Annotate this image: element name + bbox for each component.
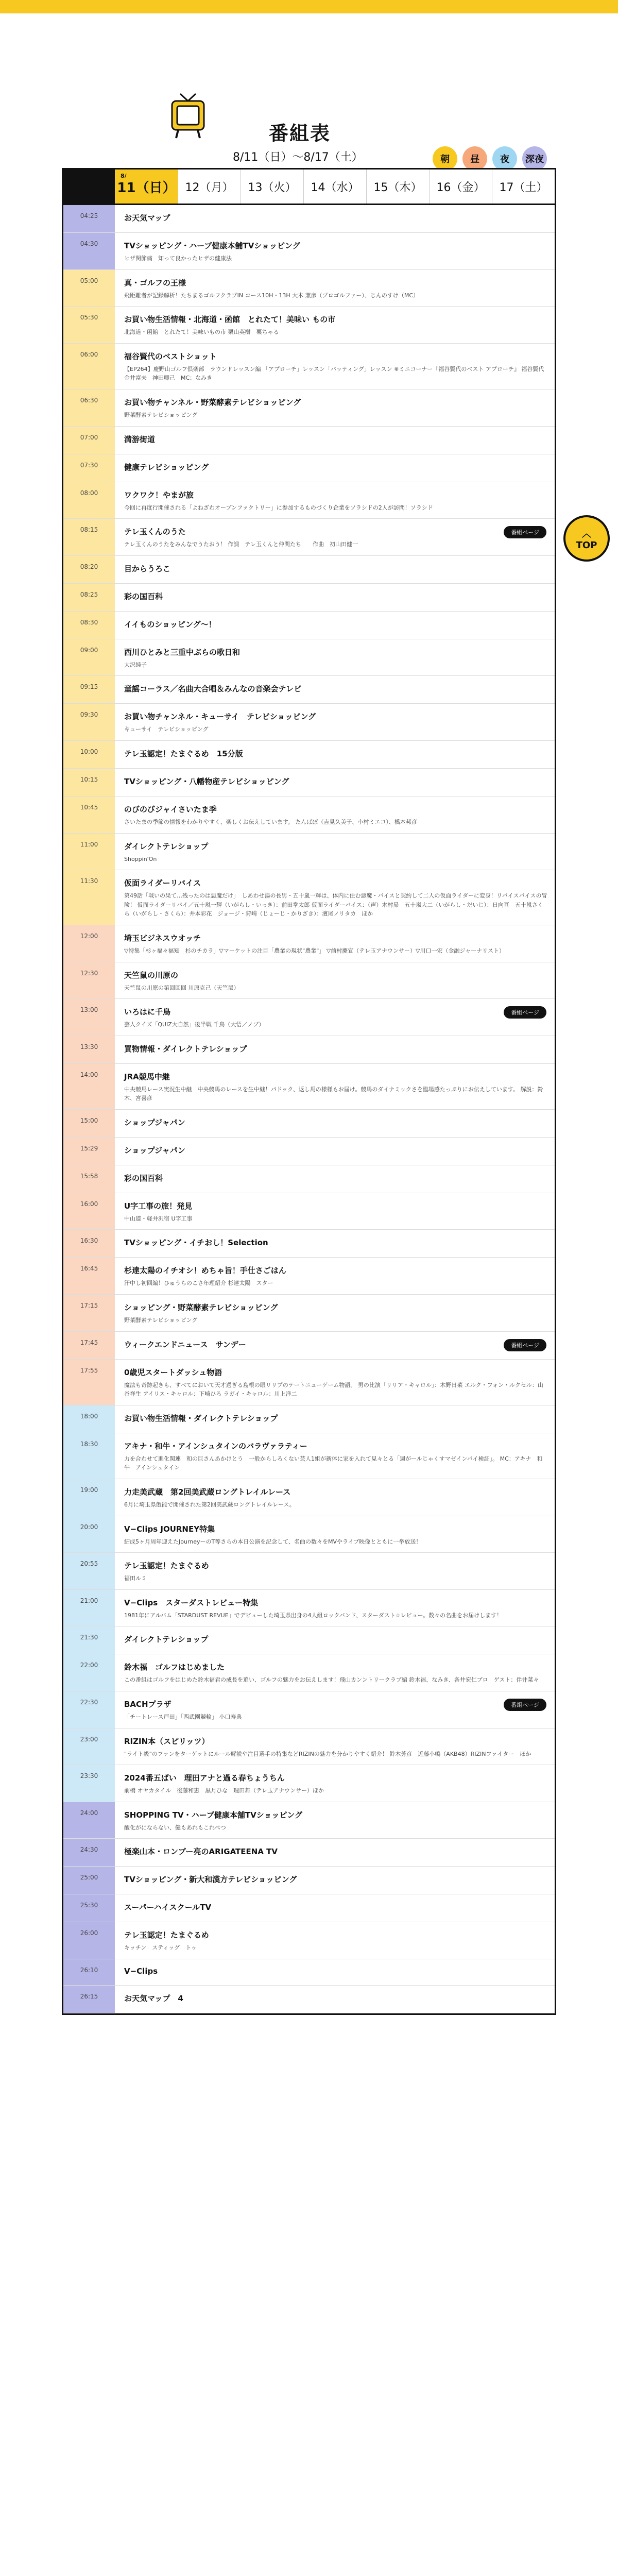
program-body	[115, 1165, 555, 1193]
program-row[interactable]	[63, 925, 555, 962]
program-title[interactable]: いろはに千鳥	[124, 1007, 171, 1017]
program-title[interactable]: ダイレクトテレショップ	[124, 841, 209, 851]
program-time: 15:00	[63, 1110, 115, 1137]
program-body	[115, 769, 555, 796]
program-body	[115, 1590, 555, 1626]
program-row[interactable]	[63, 233, 555, 270]
program-time: 20:55	[63, 1553, 115, 1589]
program-time: 07:00	[63, 427, 115, 454]
program-body	[115, 270, 555, 307]
chevron-up-icon: ︿	[582, 528, 591, 539]
tab-label: 14（水）	[311, 181, 359, 194]
program-description: 野菜酵素テレビショッピング	[124, 411, 198, 418]
program-body	[115, 834, 555, 870]
program-body	[115, 344, 555, 389]
program-description: 力を合わせて進化関連 和の巨さんあかけとう 一般からしろくない芸人1組が新体に家を入れて見々とる「週がールじゃくすマゼインバイ検証」。 MC：アキナ 和牛 アインシュタイン	[124, 1455, 543, 1471]
program-body	[115, 676, 555, 703]
top-accent-bar	[0, 0, 618, 13]
program-time: 26:15	[63, 1986, 115, 2013]
program-description: 飛距離者が記録解析！たちまるゴルフクラブIN コース10H・13H 大木 兼彦（プロゴルファー）、じんのすけ（MC）	[124, 292, 419, 299]
program-row[interactable]	[63, 1922, 555, 1959]
program-body	[115, 1193, 555, 1230]
program-time: 18:00	[63, 1405, 115, 1433]
program-body	[115, 205, 555, 232]
program-time: 04:30	[63, 233, 115, 269]
program-row[interactable]	[63, 676, 555, 704]
program-title[interactable]: 0歳児スタートダッシュ物語	[124, 1367, 222, 1377]
program-row[interactable]	[63, 1064, 555, 1110]
program-row[interactable]	[63, 1258, 555, 1295]
program-row[interactable]	[63, 1332, 555, 1360]
program-row[interactable]	[63, 519, 555, 556]
program-time: 15:29	[63, 1138, 115, 1165]
program-description: ヒザ関節痛 知って良かったヒザの健康法	[124, 255, 232, 262]
tab-label: 17（土）	[499, 181, 548, 194]
program-row[interactable]	[63, 1728, 555, 1766]
program-time: 10:00	[63, 741, 115, 768]
program-description: "ライト級"のファンをターゲットにルール解説や注目選手の特集などRIZINの魅力を分かりやすく紹介！ 鈴木芳彦 近藤小嶋（AKB48）RIZINファイター ほか	[124, 1750, 531, 1757]
program-body	[115, 454, 555, 482]
program-time: 22:30	[63, 1691, 115, 1728]
program-time: 16:30	[63, 1230, 115, 1257]
program-description: 福田ルミ	[124, 1575, 147, 1582]
program-row[interactable]	[63, 556, 555, 584]
tab-label: 13（火）	[248, 181, 297, 194]
tab-day[interactable]	[303, 170, 366, 204]
program-row[interactable]	[63, 1230, 555, 1258]
tab-day[interactable]	[115, 170, 178, 204]
program-page-button[interactable]: 番組ページ	[504, 1006, 546, 1019]
program-row[interactable]	[63, 769, 555, 796]
program-row[interactable]	[63, 1839, 555, 1867]
program-title[interactable]: V−Clips	[124, 1966, 158, 1976]
program-body	[115, 556, 555, 583]
program-title[interactable]: のびのびジャイさいたま季	[124, 804, 217, 814]
program-row[interactable]	[63, 1193, 555, 1230]
page-title: 番組表	[269, 122, 331, 145]
program-title[interactable]: 彩の国百科	[124, 1173, 163, 1183]
program-body	[115, 482, 555, 519]
program-title[interactable]: 仮面ライダーリバイス	[124, 878, 201, 888]
program-row[interactable]	[63, 307, 555, 344]
program-description: 【EP264】慶野山ゴルフ倶楽部 ラウンドレッスン編 「アプローチ」レッスン「バッティング」レッスン ※ミニコーナー『福谷賢代のベスト アプローチ』 福谷賢代 金井富夫 神田卿己 MC：なみき	[124, 365, 550, 382]
tab-day[interactable]	[492, 170, 555, 204]
program-row[interactable]	[63, 205, 555, 233]
program-body	[115, 1867, 555, 1894]
program-title[interactable]: ワクワク！やまが旅	[124, 490, 194, 500]
program-title[interactable]: 童謡コーラス／名曲大合唱＆みんなの音楽会テレビ	[124, 684, 302, 694]
program-time: 11:00	[63, 834, 115, 870]
program-time: 23:30	[63, 1765, 115, 1802]
program-title[interactable]: ショップジャパン	[124, 1117, 185, 1127]
program-body	[115, 389, 555, 426]
program-description: 1981年にアルバム「STARDUST REVUE」でデビューした埼玉県出身の4人組ロックバンド、スターダスト☆レビュー。数々の名曲をお届けします！	[124, 1612, 503, 1619]
program-row[interactable]	[63, 1295, 555, 1332]
program-description: 6月に埼玉県飯能で開催された第2回美武蔵ロングトレイルレース。	[124, 1501, 295, 1509]
program-title[interactable]: 天竺鼠の川原の	[124, 970, 179, 980]
program-body	[115, 1433, 555, 1479]
program-time: 08:00	[63, 482, 115, 519]
program-body	[115, 1230, 555, 1257]
program-row[interactable]	[63, 639, 555, 676]
program-time: 13:00	[63, 999, 115, 1036]
program-row[interactable]	[63, 270, 555, 307]
program-row[interactable]	[63, 1405, 555, 1433]
program-body	[115, 584, 555, 611]
program-title[interactable]: ショッピング・野菜酵素テレビショッピング	[124, 1303, 278, 1313]
program-time: 21:30	[63, 1626, 115, 1654]
program-body	[115, 962, 555, 999]
program-page-button[interactable]: 番組ページ	[504, 1699, 546, 1711]
program-description: 「チートレース戸田」「西武園競輪」 小口寿典	[124, 1714, 242, 1720]
tab-label: 12（月）	[185, 181, 234, 194]
program-row[interactable]	[63, 1654, 555, 1691]
tab-day[interactable]	[429, 170, 492, 204]
program-row[interactable]	[63, 1867, 555, 1894]
program-page-button[interactable]: 番組ページ	[504, 1339, 546, 1351]
program-time: 08:15	[63, 519, 115, 555]
program-title[interactable]: TVショッピング・イチおし！Selection	[124, 1238, 268, 1248]
program-title[interactable]: スーパーハイスクールTV	[124, 1903, 212, 1912]
program-body	[115, 925, 555, 962]
program-row[interactable]	[63, 427, 555, 454]
program-time: 07:30	[63, 454, 115, 482]
program-body	[115, 233, 555, 269]
program-description: Shoppin'On	[124, 855, 157, 862]
program-title[interactable]: テレ玉くんのうた	[124, 527, 186, 537]
tab-day[interactable]	[366, 170, 429, 204]
day-tabs	[62, 168, 556, 205]
program-title[interactable]: 鈴木福 ゴルフはじめました	[124, 1663, 225, 1672]
program-body	[115, 1332, 555, 1359]
program-body	[115, 1036, 555, 1063]
program-description: 酸化がにならない、健もあれもこれべつ	[124, 1824, 226, 1831]
program-body	[115, 1295, 555, 1331]
program-time: 13:30	[63, 1036, 115, 1063]
program-title[interactable]: V−Clips JOURNEY特集	[124, 1524, 215, 1534]
program-time: 16:00	[63, 1193, 115, 1230]
program-description: 中山道・軽井沢宿 U字工事	[124, 1215, 193, 1222]
program-body	[115, 1802, 555, 1839]
program-body	[115, 1765, 555, 1802]
program-body	[115, 1839, 555, 1866]
program-body	[115, 612, 555, 639]
program-row[interactable]	[63, 1802, 555, 1839]
program-description: 汗中し初回編！ひゅうらのこさ年理紹介 杉達太陽 スター	[124, 1280, 273, 1287]
program-row[interactable]	[63, 482, 555, 519]
program-time: 06:00	[63, 344, 115, 389]
program-title[interactable]: 満游街道	[124, 434, 156, 444]
program-title[interactable]: お買い物生活情報・北海道・函館 とれたて！美味い もの市	[124, 315, 336, 325]
program-time: 08:25	[63, 584, 115, 611]
program-time: 06:30	[63, 389, 115, 426]
program-time: 14:00	[63, 1064, 115, 1109]
program-row[interactable]	[63, 1516, 555, 1553]
program-time: 12:30	[63, 962, 115, 999]
program-title[interactable]: お天気マップ	[124, 213, 170, 223]
scroll-top-button[interactable]	[563, 515, 610, 562]
program-time: 22:00	[63, 1654, 115, 1691]
program-time: 05:00	[63, 270, 115, 307]
program-body	[115, 1691, 555, 1728]
program-description: この番組はゴルフをはじめた鈴木福君の成長を追い、ゴルフの魅力をお伝えします！飛山カンントリークラブ編 鈴木福、なみき、各井宏仁プロ ゲスト：伴井菜々	[124, 1676, 539, 1684]
legend-bubble: 夜	[492, 146, 517, 171]
program-time: 12:00	[63, 925, 115, 962]
legend-bubble: 朝	[433, 146, 457, 171]
program-body	[115, 1553, 555, 1589]
program-time: 09:15	[63, 676, 115, 703]
program-row[interactable]	[63, 1590, 555, 1627]
program-time: 26:00	[63, 1922, 115, 1959]
program-body	[115, 1654, 555, 1691]
program-title[interactable]: テレ玉認定！たまぐるめ	[124, 1930, 209, 1940]
program-row[interactable]	[63, 796, 555, 834]
program-title[interactable]: JRA競馬中継	[124, 1072, 170, 1081]
program-time: 16:45	[63, 1258, 115, 1294]
program-title[interactable]: テレ玉認定！たまぐるめ 15分版	[124, 749, 243, 758]
program-body	[115, 741, 555, 768]
program-time: 10:45	[63, 796, 115, 833]
program-time: 15:58	[63, 1165, 115, 1193]
program-title[interactable]: お買い物チャンネル・野菜酵素テレビショッピング	[124, 397, 301, 407]
program-row[interactable]	[63, 1765, 555, 1802]
date-range: 8/11（日）〜8/17（土）	[233, 151, 363, 164]
program-row[interactable]	[63, 612, 555, 639]
program-row[interactable]	[63, 1110, 555, 1138]
program-time: 23:00	[63, 1728, 115, 1765]
program-time: 04:25	[63, 205, 115, 232]
program-description: さいたまの季節の情報をわかりやすく、楽しくお伝えしています。 たんばぽ（吉見久美子、小村ミエコ）、橋本邦彦	[124, 818, 417, 825]
program-title[interactable]: 2024番五ばい 理田アナと過る春ちょうちん	[124, 1773, 285, 1783]
program-time: 21:00	[63, 1590, 115, 1626]
program-title[interactable]: 真・ゴルフの王様	[124, 278, 186, 287]
program-body	[115, 639, 555, 676]
program-title[interactable]: BACHプラザ	[124, 1700, 171, 1709]
program-time: 17:55	[63, 1360, 115, 1405]
program-row[interactable]	[63, 454, 555, 482]
program-description: 前橋 オヤカタイル 後藤和恵 黒月ひな 理田舞（テレ玉アナウンサー）ほか	[124, 1787, 324, 1794]
program-title[interactable]: V−Clips スターダストレビュー特集	[124, 1598, 259, 1607]
program-body	[115, 1258, 555, 1294]
program-title[interactable]: TVショッピング・新大和漢方テレビショッピング	[124, 1875, 297, 1885]
program-body	[115, 1922, 555, 1959]
tv-logo-icon	[170, 91, 206, 142]
program-body	[115, 1110, 555, 1137]
program-time: 17:15	[63, 1295, 115, 1331]
program-body	[115, 796, 555, 833]
program-body	[115, 1728, 555, 1765]
program-title[interactable]: TVショッピング・ハーブ健康本舗TVショッピング	[124, 241, 300, 250]
program-row[interactable]	[63, 1138, 555, 1165]
program-title[interactable]: お天気マップ 4	[124, 1993, 183, 2003]
program-time: 09:30	[63, 704, 115, 740]
program-body	[115, 1626, 555, 1654]
program-body	[115, 1360, 555, 1405]
program-body	[115, 1479, 555, 1516]
tab-label: 15（木）	[373, 181, 422, 194]
program-row[interactable]	[63, 1360, 555, 1405]
program-title[interactable]: SHOPPING TV・ハーブ健康本舗TVショッピング	[124, 1810, 303, 1820]
program-time: 25:00	[63, 1867, 115, 1894]
program-title[interactable]: 健康テレビショッピング	[124, 462, 209, 472]
program-description: 結成5ヶ月周年迎えたJourneyーのT等さらの本日公演を記念して、名曲の数々をMVやライブ映像とともに一挙放送！	[124, 1538, 422, 1545]
program-title[interactable]: ウィークエンドニュース サンデー	[124, 1340, 246, 1349]
program-title[interactable]: 極楽山本・ロンブー亮のARIGATEENA TV	[124, 1847, 278, 1857]
program-body	[115, 1405, 555, 1433]
program-title[interactable]: ダイレクトテレショップ	[124, 1635, 209, 1645]
legend-bubble: 深夜	[522, 146, 547, 171]
program-body	[115, 1064, 555, 1109]
program-time: 08:30	[63, 612, 115, 639]
program-body	[115, 1516, 555, 1553]
program-title[interactable]: 買物情報・ダイレクトテレショップ	[124, 1044, 247, 1054]
program-title[interactable]: 埼玉ビジネスウオッチ	[124, 933, 201, 943]
program-description: 野菜酵素テレビショッピング	[124, 1317, 198, 1324]
program-body	[115, 1894, 555, 1922]
program-description: 芸人クイズ「QUIZ大自然」後半戦 千鳥（大悟／ノブ）	[124, 1021, 265, 1028]
program-time: 24:00	[63, 1802, 115, 1839]
program-description: ▽特集「杉ヶ福々福知 杉のチカラ」▽マーケットの注目「農業の現状"農業"」 ▽前村慶宣（テレ玉アナウンサー）▽川口一宏（金融ジャーナリスト）	[124, 947, 505, 954]
program-time: 26:10	[63, 1959, 115, 1985]
program-title[interactable]: イイものショッピング〜！	[124, 619, 216, 629]
program-title[interactable]: 目からうろこ	[124, 564, 171, 573]
program-description: 北海道・函館 とれたて！美味いもの市 栗山英樹 栗ちゃる	[124, 329, 279, 336]
program-body	[115, 999, 555, 1036]
program-row[interactable]	[63, 741, 555, 769]
program-description: テレ玉くんのうたをみんなでうたおう！ 作詞 テレ玉くんと仲間たち 作曲 初山田健一	[124, 541, 358, 548]
program-title[interactable]: ショップジャパン	[124, 1145, 185, 1155]
program-time: 10:15	[63, 769, 115, 796]
program-body	[115, 1959, 555, 1985]
program-row[interactable]	[63, 834, 555, 871]
program-row[interactable]	[63, 344, 555, 389]
program-row[interactable]	[63, 1433, 555, 1479]
program-time: 19:00	[63, 1479, 115, 1516]
program-time: 11:30	[63, 870, 115, 925]
tab-month: 8/	[121, 173, 127, 179]
program-title[interactable]: 福谷賢代のベストショット	[124, 351, 217, 361]
program-description: 今回に再度行開催される「よねざわオープンファクトリー」に参加するものづくり企業をソラシドの2人が訪問！ソラシド	[124, 504, 433, 511]
program-row[interactable]	[63, 999, 555, 1036]
program-row[interactable]	[63, 704, 555, 741]
page-header	[0, 13, 618, 165]
program-title[interactable]: アキナ・和牛・アインシュタインのバラヴァラティー	[124, 1441, 307, 1451]
program-title[interactable]: 杉達太陽のイチオシ！めちゃ旨！手仕さごはん	[124, 1266, 286, 1276]
program-time: 05:30	[63, 307, 115, 343]
program-row[interactable]	[63, 870, 555, 925]
tab-day[interactable]	[241, 170, 303, 204]
program-time: 18:30	[63, 1433, 115, 1479]
program-time: 17:45	[63, 1332, 115, 1359]
program-row[interactable]	[63, 584, 555, 612]
program-title[interactable]: 西川ひとみと三重中ぶらの歌日和	[124, 647, 241, 657]
program-row[interactable]	[63, 962, 555, 999]
program-body	[115, 519, 555, 555]
program-row[interactable]	[63, 1626, 555, 1654]
program-title[interactable]: 彩の国百科	[124, 591, 163, 601]
schedule-grid	[62, 205, 556, 2015]
program-row[interactable]	[63, 1959, 555, 1986]
program-title[interactable]: お買い物生活情報・ダイレクトテレショップ	[124, 1413, 278, 1423]
program-row[interactable]	[63, 1691, 555, 1728]
program-body	[115, 870, 555, 925]
program-time: 24:30	[63, 1839, 115, 1866]
program-description: キッチン スティッグ トゥ	[124, 1944, 197, 1952]
tabs-spacer	[63, 170, 115, 204]
tab-day[interactable]	[178, 170, 241, 204]
program-row[interactable]	[63, 1479, 555, 1516]
program-body	[115, 704, 555, 740]
timeband-legend	[433, 146, 547, 171]
program-title[interactable]: テレ玉認定！たまぐるめ	[124, 1561, 209, 1571]
program-time: 09:00	[63, 639, 115, 676]
program-row[interactable]	[63, 1986, 555, 2013]
tab-label: 11（日）	[117, 180, 176, 196]
program-row[interactable]	[63, 1036, 555, 1064]
program-description: 第49話「戦いの果て…残ったのは悪魔だけ」 しあわせ湯の長男・五十嵐一輝は、体内に住む悪魔・バイスと契約して二人の仮面ライダーに変身！リバイスバイスの冒険！ 仮面ライダーリバイ／五十嵐一輝（いがらし・いっき）：前田拳太郎 仮面ライダーバイス：（声）木村昴 五十嵐大二（いがらし・だいじ）：日向亘 五十嵐さくら（いがらし・さくら）：井本彩花 ジョージ・狩崎（じょーじ・かりざき）：濱尾ノリタカ ほか	[124, 892, 547, 918]
program-title[interactable]: お買い物チャンネル・キューサイ テレビショッピング	[124, 712, 316, 722]
program-row[interactable]	[63, 1553, 555, 1590]
program-row[interactable]	[63, 389, 555, 427]
program-body	[115, 1138, 555, 1165]
program-body	[115, 1986, 555, 2013]
program-page-button[interactable]: 番組ページ	[504, 526, 546, 538]
tab-label: 16（金）	[436, 181, 485, 194]
program-description: 魔法も奇跡起きも、すべてにおいて天才過ぎる島根の眼リリプのテートニューゲーム物語。 男の比演「リリア・キャロル」：木野日菜 エルク・フォン・ルクセル：山谷祥生 アイリス・キャロル：下崎ひろ ラガイ・キャロル：川上洋二	[124, 1381, 543, 1398]
scroll-top-label: TOP	[576, 539, 597, 551]
program-title[interactable]: RIZIN本（スピリッツ）	[124, 1736, 210, 1746]
program-description: キューサイ テレビショッピング	[124, 726, 209, 733]
program-title[interactable]: TVショッピング・八幡物産テレビショッピング	[124, 776, 289, 786]
program-time: 20:00	[63, 1516, 115, 1553]
program-description: 中央競馬レース実況生中継 中央競馬のレースを生中継！パドック、返し馬の様様もお届け。競馬のダイナミックさを臨場感たっぷりにお伝えしています。 解説：鈴木、宮喜彦	[124, 1086, 543, 1102]
program-title[interactable]: U字工事の旅！発見	[124, 1201, 193, 1211]
program-row[interactable]	[63, 1894, 555, 1922]
program-description: 天竺鼠の川原の第回回回 川原克己（天竺鼠）	[124, 984, 239, 991]
program-time: 25:30	[63, 1894, 115, 1922]
legend-bubble: 昼	[462, 146, 487, 171]
program-description: 大沢純子	[124, 661, 147, 668]
program-body	[115, 427, 555, 454]
program-time: 08:20	[63, 556, 115, 583]
program-row[interactable]	[63, 1165, 555, 1193]
program-title[interactable]: 力走美武蔵 第2回美武蔵ロングトレイルレース	[124, 1487, 291, 1497]
program-body	[115, 307, 555, 343]
